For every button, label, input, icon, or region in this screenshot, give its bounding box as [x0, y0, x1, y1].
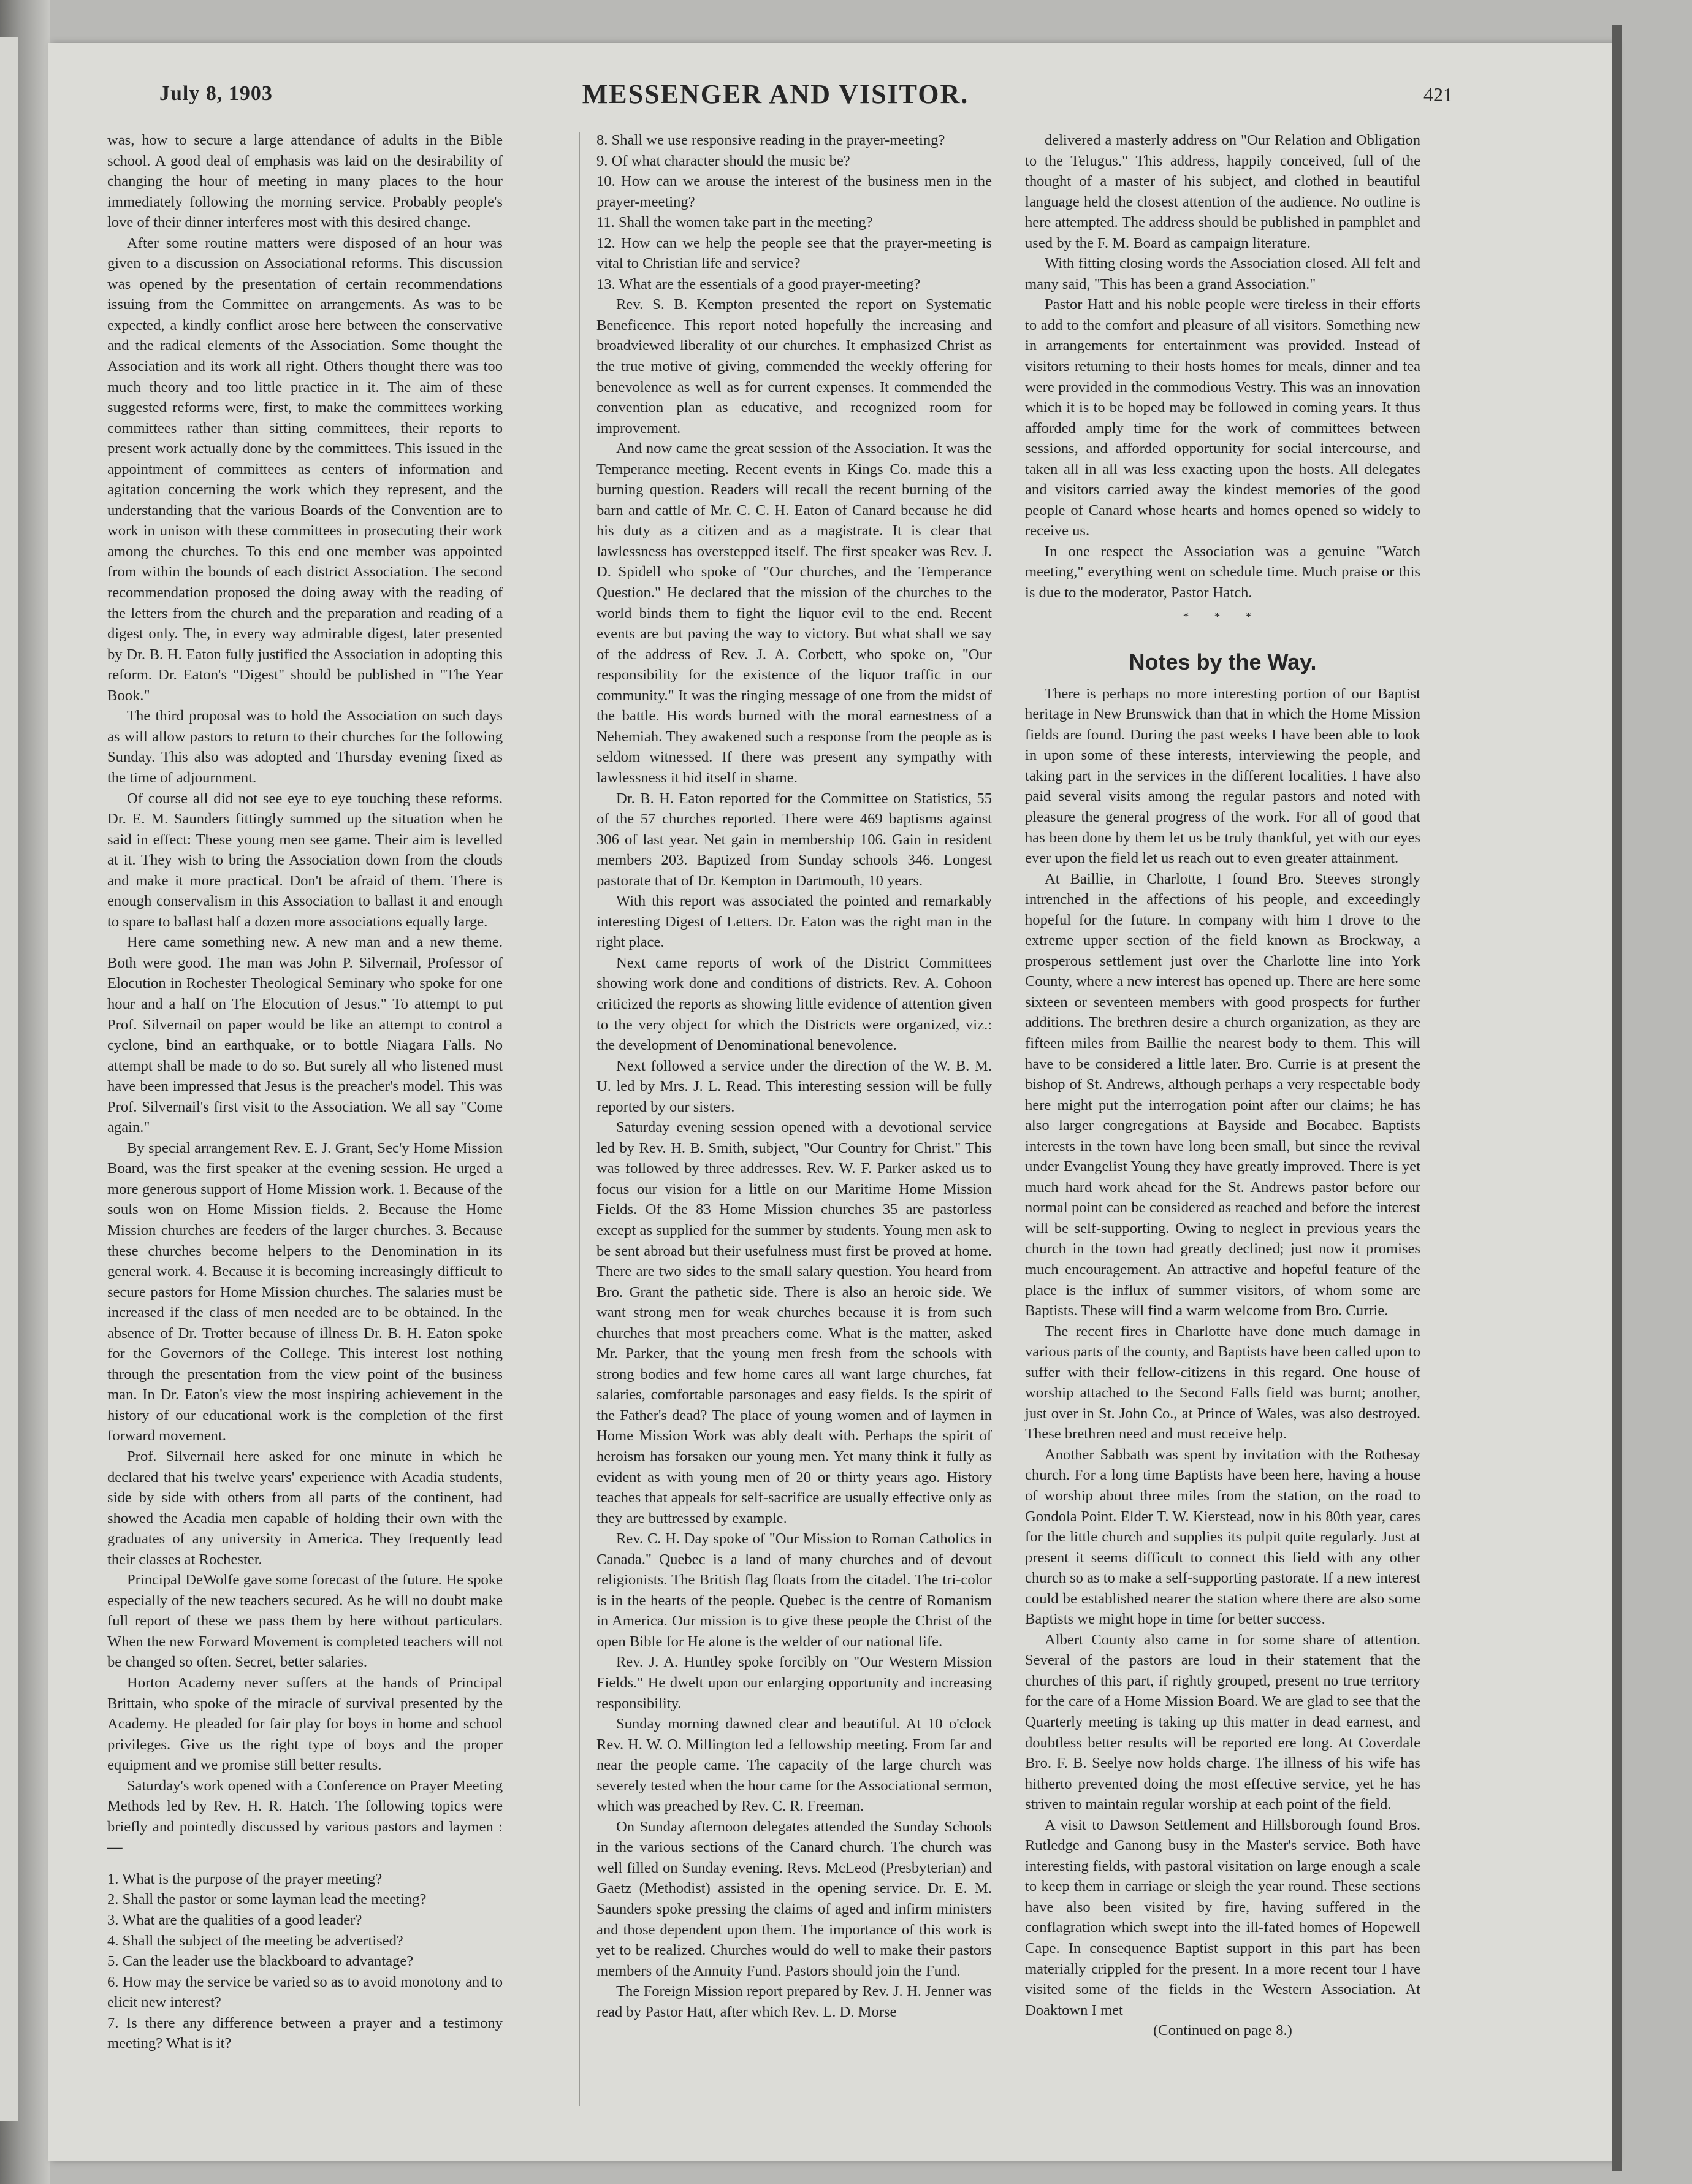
column-1: [107, 130, 503, 2054]
paragraph: Next came reports of work of the District Committees showing work done and conditions of districts. Rev. A. Cohoon criticized the reports as showing little evidence of attention given to the very object for which the Districts were organized, viz.: the development of Denominational benevolence.: [596, 954, 992, 1054]
paragraph: There is perhaps no more interesting portion of our Baptist heritage in New Brunswick than that in which the Home Mission fields are found. During the past weeks I have been able to look in upon some of these interests, interviewing the people, and taking part in the services in the different localities. I have also paid several visits among the regular pastors and noted with pleasure the general progress of the work. For all of good that has been done by them let us be truly thankful, yet with our eyes ever upon the field let us reach out to even greater attainment.: [1025, 685, 1420, 867]
section-ornament: * * *: [1183, 609, 1263, 624]
paragraph: 4. Shall the subject of the meeting be advertised?: [107, 1932, 403, 1949]
paragraph: 3. What are the qualities of a good leader?: [107, 1912, 362, 1929]
paragraph: 7. Is there any difference between a prayer and a testimony meeting? What is it?: [107, 2014, 503, 2052]
paragraph: 12. How can we help the people see that the prayer-meeting is vital to Christian life and service?: [596, 234, 992, 272]
paragraph: Principal DeWolfe gave some forecast of the future. He spoke especially of the new teachers secured. As he will no doubt make full report of these we pass them by here without particulars. When the new Forward Movement is completed teachers will not be changed so often. Secret, better salaries.: [107, 1571, 503, 1671]
paragraph: On Sunday afternoon delegates attended the Sunday Schools in the various sections of the Canard church. The church was well filled on Sunday evening. Revs. McLeod (Presbyterian) and Gaetz (Methodist) assisted in the opening service. Dr. E. M. Saunders spoke pressing the claims of aged and infirm ministers and those dependent upon them. The importance of this work is yet to be realized. Churches would do well to make their pastors members of the Annuity Fund. Pastors should join the Fund.: [596, 1818, 992, 1979]
paragraph: Dr. B. H. Eaton reported for the Committee on Statistics, 55 of the 57 churches reported. There were 469 baptisms against 306 of last year. Net gain in membership 106. Gain in resident members 203. Baptized from Sunday schools 346. Longest pastorate that of Dr. Kempton in Dartmouth, 10 years.: [596, 790, 992, 889]
paragraph: A visit to Dawson Settlement and Hillsborough found Bros. Rutledge and Ganong busy in the Master's service. Both have interesting fields, with pastoral visitation on large enough a scale to keep them in carriage or sleigh the year round. These sections have also been visited by fire, having suffered in the conflagration which swept into the ill-fated homes of Hopewell Cape. In consequence Baptist support in this part has been materially crippled for the present. In a more recent tour I have visited some of the fields in the Western Association. At Doaktown I met: [1025, 1816, 1420, 2018]
paragraph: 6. How may the service be varied so as to avoid monotony and to elicit new interest?: [107, 1973, 503, 2011]
paragraph: Pastor Hatt and his noble people were tireless in their efforts to add to the comfort and pleasure of all visitors. Something new in arrangements for entertainment was provided. Instead of visitors returning to their hosts homes for meals, dinner and tea were provided in the commodious Vestry. This was an innovation which it is to be hoped may be followed in coming years. It thus afforded amply time for the work of committees between sessions, and afforded opportunity for social intercourse, and taken all in all was less exacting upon the hosts. All delegates and visitors carried away the kindest memories of the good people of Canard whose hearts and homes opened so widely to receive us.: [1025, 296, 1420, 540]
continued-note: (Continued on page 8.): [1153, 2022, 1292, 2039]
paragraph: And now came the great session of the Association. It was the Temperance meeting. Recent events in Kings Co. made this a burning question. Readers will recall the recent burning of the barn and cattle of Mr. C. C. H. Eaton of Canard because he did his duty as a citizen and as a magistrate. It is clear that lawlessness has overstepped itself. The first speaker was Rev. J. D. Spidell who spoke of "Our churches, and the Temperance Question." He declared that the mission of the churches to the world binds them to fight the liquor evil to the end. Recent events are but paving the way to victory. But what shall we say of the address of Rev. J. A. Corbett, who spoke on, "Our responsibility for the existence of the liquor traffic in our community." It was the ringing message of one from the midst of the battle. His words burned with the moral earnestness of a Nehemiah. They awakened such a response from the people as is seldom witnessed. If there was present any sympathy with lawlessness it hid itself in shame.: [596, 440, 992, 786]
paragraph: 1. What is the purpose of the prayer meeting?: [107, 1870, 383, 1887]
column-3: [1025, 130, 1420, 2041]
paragraph: Sunday morning dawned clear and beautiful. At 10 o'clock Rev. H. W. O. Millington led a fellowship meeting. From far and near the people came. The capacity of the large church was severely tested when the hour came for the Associational sermon, which was preached by Rev. C. R. Freeman.: [596, 1716, 992, 1815]
paragraph: Another Sabbath was spent by invitation with the Rothesay church. For a long time Baptists have been here, having a house of worship about three miles from the station, on the road to Gondola Point. Elder T. W. Kierstead, now in his 80th year, cares for the little church and supplies its pulpit quite regularly. Just at present it seems difficult to connect this field with any other church so as to make a self-supporting pastorate. If a new interest could be established nearer the station where there are also some Baptists we might hope in time for better success.: [1025, 1446, 1420, 1628]
paragraph: The Foreign Mission report prepared by Rev. J. H. Jenner was read by Pastor Hatt, after which Rev. L. D. Morse: [596, 1983, 992, 2020]
masthead-title: MESSENGER AND VISITOR.: [582, 79, 969, 109]
paragraph: 9. Of what character should the music be?: [596, 152, 850, 169]
paragraph: With fitting closing words the Association closed. All felt and many said, "This has been a grand Association.": [1025, 255, 1420, 292]
page-number: 421: [1423, 83, 1453, 105]
column-2: [596, 130, 992, 2022]
paragraph: delivered a masterly address on "Our Relation and Obligation to the Telugus." This address, happily conceived, full of the thought of a master of his subject, and clothed in beautiful language held the closest attention of the audience. No outline is here attempted. The address should be published in pamphlet and used by the F. M. Board as campaign literature.: [1025, 132, 1420, 251]
prayer-meeting-topics-2: [596, 130, 992, 294]
paragraph: Rev. J. A. Huntley spoke forcibly on "Our Western Mission Fields." He dwelt upon our enlarging opportunity and increasing responsibility.: [596, 1654, 992, 1712]
column-2-paragraphs: [596, 294, 992, 2022]
page-header: [116, 78, 1453, 121]
paragraph: Saturday evening session opened with a devotional service led by Rev. H. B. Smith, subject, "Our Country for Christ." This was followed by three addresses. Rev. W. F. Parker asked us to focus our vision for a little on our Maritime Home Mission Fields. Of the 83 Home Mission churches 35 are pastorless except as supplied for the summer by students. Young men ask to be sent abroad but their usefulness must first be proved at home. There are two sides to the small salary question. You heard from Bro. Grant the pathetic side. There is also an heroic side. We want strong men for weak churches because it is from such churches that most preachers come. What is the matter, asked Mr. Parker, that the young men fresh from the schools with strong bodies and few home cares all want large churches, fat salaries, comfortable parsonages and easy fields. Is the spirit of the Father's dead? The place of young women and of laymen in Home Mission Work was ably dealt with. Perhaps the spirit of heroism has forsaken our young men. Yet many think it fully as evident as with young men of 20 or thirty years ago. History teaches that appeals for self-sacrifice are usually effective only as they are buttressed by example.: [596, 1119, 992, 1527]
paragraph: After some routine matters were disposed of an hour was given to a discussion on Associational reforms. This discussion was opened by the presentation of certain recommendations issuing from the Committee on arrangements. As was to be expected, a kindly conflict arose here between the conservative and the radical elements of the Association. Some thought the Association and its work all right. Others thought there was too much theory and too little practice in it. The aim of these suggested reforms were, first, to make the committees working committees rather than sitting committees, their reports to present work actually done by the committees. This issued in the appointment of committees as centers of information and agitation concerning the work which they represent, and the understanding that the various Boards of the Convention are to work in unison with these committees in prosecuting their work among the churches. To this end one member was appointed from within the bounds of each district Association. The second recommendation proposed the doing away with the reading of the letters from the church and the preparation and reading of a digest only. The, in every way admirable digest, later presented by Dr. B. H. Eaton fully justified the Association in adopting this reform. Dr. Eaton's "Digest" should be published in "The Year Book.": [107, 234, 503, 704]
notes-heading: Notes by the Way.: [1129, 649, 1317, 675]
paragraph: 5. Can the leader use the blackboard to advantage?: [107, 1953, 414, 1970]
paragraph: The third proposal was to hold the Association on such days as will allow pastors to return to their churches for the following Sunday. This also was adopted and Thursday evening fixed as the time of adjournment.: [107, 708, 503, 786]
paragraph: In one respect the Association was a genuine "Watch meeting," everything went on schedule time. Much praise or this is due to the moderator, Pastor Hatch.: [1025, 543, 1420, 601]
paragraph: 10. How can we arouse the interest of the business men in the prayer-meeting?: [596, 173, 992, 210]
paragraph: At Baillie, in Charlotte, I found Bro. Steeves strongly intrenched in the affections of his people, and exceedingly hopeful for the future. In company with him I drove to the extreme upper section of the field known as Brockway, a prosperous settlement just over the Charlotte line into York County, where a new interest has opened up. There are here some sixteen or seventeen members with good prospects for further additions. The brethren desire a church organization, as they are fifteen miles from Baillie the nearest body to them. This will have to be considered a little later. Bro. Currie is at present the bishop of St. Andrews, although perhaps a very respectable body here might put the interrogation point after our claims; he has also larger congregations at Bayside and Bocabec. Baptists interests in the town have long been small, but since the revival under Evangelist Young they have greatly improved. There is yet much hard work ahead for the St. Andrews pastor before our normal point can be considered as reached and before the interest will be self-supporting. Owing to neglect in previous years the church in the town had greatly declined; just now it promises much encouragement. An attractive and hopeful feature of the place is the influx of summer visitors, of whom some are Baptists. These will find a warm welcome from Bro. Currie.: [1025, 870, 1420, 1319]
paragraph: Horton Academy never suffers at the hands of Principal Brittain, who spoke of the miracle of survival presented by the Academy. He pleaded for fair play for boys in home and school privileges. Give us the right type of boys and the proper equipment and we promise still better results.: [107, 1674, 503, 1774]
facing-page-edge: [0, 37, 18, 2121]
paragraph: Next followed a service under the direction of the W. B. M. U. led by Mrs. J. L. Read. This interesting session will be fully reported by our sisters.: [596, 1057, 992, 1115]
paragraph: was, how to secure a large attendance of adults in the Bible school. A good deal of emphasis was laid on the desirability of changing the hour of meeting in many places to the hour immediately following the morning service. Probably people's love of their dinner interferes most with this desired change.: [107, 132, 503, 231]
notes-by-the-way: [1025, 684, 1420, 2021]
column-3-paragraphs: [1025, 130, 1420, 603]
column-rule: [579, 132, 580, 2106]
column-1-paragraphs: [107, 130, 503, 1858]
paragraph: By special arrangement Rev. E. J. Grant, Sec'y Home Mission Board, was the first speaker at the evening session. He urged a more generous support of Home Mission work. 1. Because of the souls won on Home Mission fields. 2. Because the Home Mission churches are feeders of the larger churches. 3. Because these churches become helpers to the Denomination in its general work. 4. Because it is becoming increasingly difficult to secure pastors for Home Mission churches. The salaries must be increased if the class of men needed are to be obtained. In the absence of Dr. Trotter because of illness Dr. B. H. Eaton spoke for the Governors of the College. This interest lost nothing through the presentation from the view point of the business man. In Dr. Eaton's view the most inspiring achievement in the history of our educational work is the completion of the first forward movement.: [107, 1139, 503, 1445]
scan-border: [1612, 25, 1622, 2171]
paragraph: Rev. S. B. Kempton presented the report on Systematic Beneficence. This report noted hopefully the increasing and broadviewed liberality of our churches. It emphasized Christ as the true motive of giving, commended the weekly offering for benevolence as well as for current expenses. It commended the convention plan as educative, and recognized room for improvement.: [596, 296, 992, 437]
paragraph: Of course all did not see eye to eye touching these reforms. Dr. E. M. Saunders fittingly summed up the situation when he said in effect: These young men see game. Their aim is levelled at it. They wish to bring the Association down from the clouds and make it more practical. Don't be afraid of them. There is enough conservalism in this Association to ballast it and enough to spare to ballast half a dozen more associations equally large.: [107, 790, 503, 930]
paragraph: With this report was associated the pointed and remarkably interesting Digest of Letters. Dr. Eaton was the right man in the right place.: [596, 893, 992, 951]
issue-date: July 8, 1903: [159, 82, 273, 105]
paragraph: Albert County also came in for some share of attention. Several of the pastors are loud in their statement that the churches of this part, if rightly grouped, present no true territory for the care of a Home Mission Board. We are glad to see that the Quarterly meeting is taking up this matter in dead earnest, and doubtless better results will be reported ere long. At Coverdale Bro. F. B. Seelye now holds charge. The illness of his wife has hitherto prevented doing the most effective service, yet he has striven to maintain regular worship at each point of the field.: [1025, 1631, 1420, 1813]
paragraph: The recent fires in Charlotte have done much damage in various parts of the county, and Baptists have been called upon to suffer with their fellow-citizens in this regard. One house of worship attached to the Second Falls field was burnt; another, just over in St. John Co., at Prince of Wales, was also destroyed. These brethren need and must receive help.: [1025, 1323, 1420, 1443]
paragraph: Here came something new. A new man and a new theme. Both were good. The man was John P. Silvernail, Professor of Elocution in Rochester Theological Seminary who spoke for one hour and a half on The Elocution of Jesus." To attempt to put Prof. Silvernail on paper would be like an attempt to control a cyclone, bind an earthquake, or to bottle Niagara Falls. No attempt shall be made to do so. But surely all who listened must have been impressed that Jesus is the preacher's model. This was Prof. Silvernail's first visit to the Association. We all say "Come again.": [107, 934, 503, 1136]
paragraph: Rev. C. H. Day spoke of "Our Mission to Roman Catholics in Canada." Quebec is a land of many churches and of devout religionists. The British flag floats from the citadel. The tri-color is in the hearts of the people. Quebec is the centre of Romanism in America. Our mission is to give these people the Christ of the open Bible for He alone is the welder of our national life.: [596, 1530, 992, 1650]
paragraph: 13. What are the essentials of a good prayer-meeting?: [596, 275, 921, 292]
prayer-meeting-topics-1: [107, 1869, 503, 2054]
paragraph: Saturday's work opened with a Conference on Prayer Meeting Methods led by Rev. H. R. Hatch. The following topics were briefly and pointedly discussed by various pastors and laymen :—: [107, 1777, 503, 1856]
paragraph: 2. Shall the pastor or some layman lead the meeting?: [107, 1891, 427, 1908]
paragraph: 8. Shall we use responsive reading in the prayer-meeting?: [596, 132, 945, 148]
paragraph: Prof. Silvernail here asked for one minute in which he declared that his twelve years' experience with Acadia students, side by side with others from all parts of the continent, had showed the Acadia men capable of holding their own with the graduates of any university in America. They frequently lead their classes at Rochester.: [107, 1448, 503, 1568]
paragraph: 11. Shall the women take part in the meeting?: [596, 214, 873, 231]
